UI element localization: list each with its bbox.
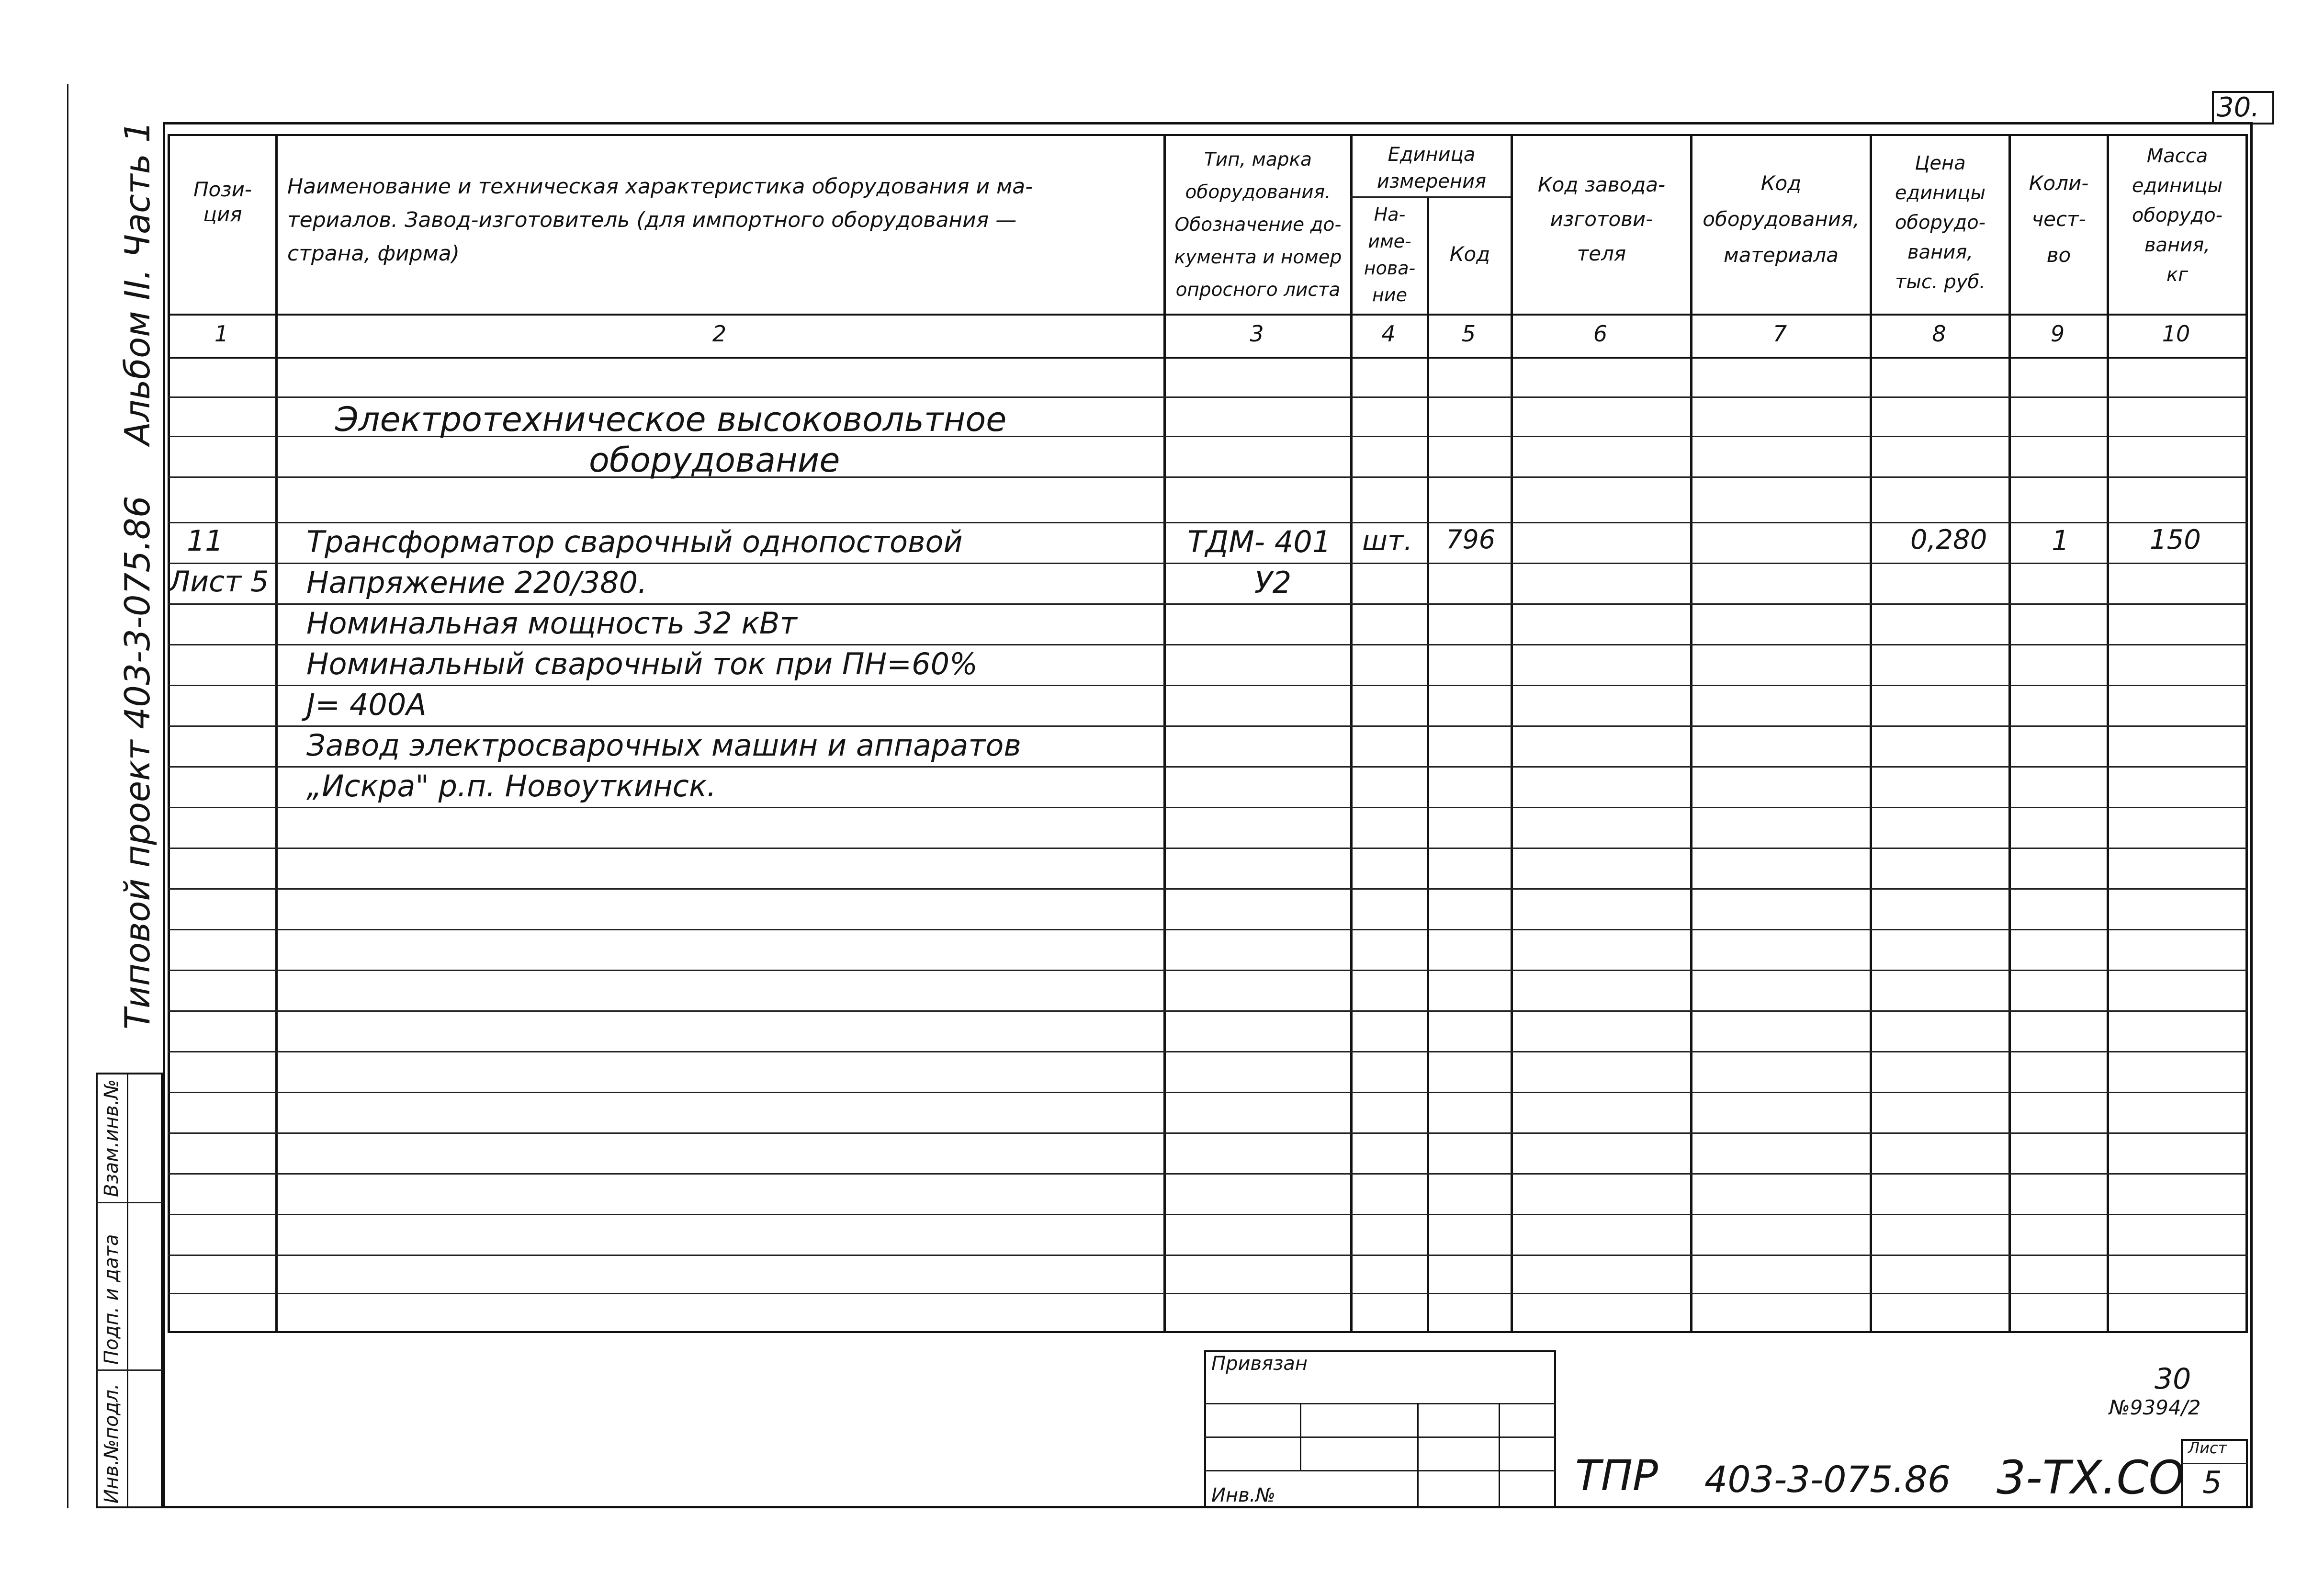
section-title-line2: оборудование xyxy=(589,441,840,480)
header-unit-name: На- име- нова- ние xyxy=(1364,204,1416,305)
numbers-bottom-line xyxy=(168,357,2248,359)
header-type: Тип, марка оборудования. Обозначение до- кумента и номер опросного листа xyxy=(1174,149,1342,301)
header-name: Наименование и техническая характеристика оборудования и ма- териалов. Завод-изготовитель (для импортного оборудования — страна, фирма) xyxy=(287,174,1033,266)
row-position: 11 xyxy=(187,524,224,558)
row-line xyxy=(168,685,2248,686)
stamp-row xyxy=(1204,1436,1556,1438)
column-number: 2 xyxy=(712,321,727,347)
privyazan-label: Привязан xyxy=(1211,1353,1308,1375)
stamp-section-code: 3-ТХ.СО xyxy=(1997,1451,2185,1504)
row-description: J= 400А xyxy=(306,687,427,722)
row-mass: 150 xyxy=(2150,524,2201,555)
header-position: Пози- ция xyxy=(193,178,252,226)
side-vzam-inv: Взам.инв.№ xyxy=(101,1079,123,1197)
col-line xyxy=(1427,196,1429,1331)
row-line xyxy=(168,766,2248,768)
stamp-col xyxy=(1417,1403,1419,1508)
row-description: Номинальная мощность 32 кВт xyxy=(306,606,797,641)
row-line xyxy=(168,396,2248,398)
row-line xyxy=(168,603,2248,605)
stamp-project-code: 403-3-075.86 xyxy=(1704,1458,1951,1501)
table-bottom-line xyxy=(168,1331,2248,1333)
row-line xyxy=(168,476,2248,478)
row-line xyxy=(168,1092,2248,1093)
row-line xyxy=(168,644,2248,645)
side-project-title: Типовой проект 403-3-075.86 xyxy=(117,496,158,1029)
side-podp-data: Подп. и дата xyxy=(101,1234,123,1365)
binding-line xyxy=(67,84,68,1508)
row-line xyxy=(168,522,2248,523)
header-unit-group: Единица измерения xyxy=(1376,144,1487,192)
row-line xyxy=(168,848,2248,849)
stamp-tpr: ТПР xyxy=(1575,1451,1658,1500)
row-line xyxy=(168,1214,2248,1215)
column-number: 5 xyxy=(1461,321,1476,347)
column-number: 9 xyxy=(2050,321,2065,347)
stamp-doc-number: №9394/2 xyxy=(2109,1396,2201,1419)
sheet-number-divider xyxy=(2181,1463,2248,1464)
header-unit-code: Код xyxy=(1449,242,1490,266)
stamp-page-number: 30 xyxy=(2155,1362,2191,1396)
row-description: Номинальный сварочный ток при ПН=60% xyxy=(306,646,978,681)
side-stamp-divider xyxy=(127,1073,128,1508)
row-line xyxy=(168,563,2248,564)
side-album-title: Альбом II. Часть 1 xyxy=(117,121,158,445)
sheet-value: 5 xyxy=(2202,1465,2222,1501)
row-line xyxy=(168,1010,2248,1012)
row-line xyxy=(168,929,2248,930)
sheet-label: Лист xyxy=(2188,1439,2227,1457)
row-type: У2 xyxy=(1254,565,1292,600)
row-line xyxy=(168,725,2248,727)
row-type: ТДМ- 401 xyxy=(1187,524,1331,559)
row-line xyxy=(168,1293,2248,1294)
stamp-col xyxy=(1499,1403,1500,1508)
row-line xyxy=(168,1051,2248,1052)
column-number: 6 xyxy=(1593,321,1608,347)
row-line xyxy=(168,888,2248,890)
header-bottom-line xyxy=(168,314,2248,316)
stamp-row xyxy=(1204,1470,1556,1471)
stamp-row xyxy=(1204,1403,1556,1404)
unit-subheader-line xyxy=(1350,196,1511,198)
row-description: Напряжение 220/380. xyxy=(306,565,647,600)
row-description: Завод электросварочных машин и аппаратов xyxy=(306,728,1021,763)
side-inv-podl: Инв.№подл. xyxy=(101,1383,123,1504)
header-price: Цена единицы оборудо- вания, тыс. руб. xyxy=(1895,152,1986,293)
row-line xyxy=(168,807,2248,808)
row-quantity: 1 xyxy=(2052,524,2069,557)
side-stamp-row xyxy=(96,1202,163,1203)
column-number: 3 xyxy=(1250,321,1264,347)
column-number: 8 xyxy=(1932,321,1946,347)
row-line xyxy=(168,970,2248,971)
header-quantity: Коли- чест- во xyxy=(2029,171,2089,267)
column-number: 1 xyxy=(214,321,229,347)
section-title-line1: Электротехническое высоковольтное xyxy=(335,400,1007,439)
column-number: 4 xyxy=(1381,321,1396,347)
row-description: Трансформатор сварочный однопостовой xyxy=(306,524,963,559)
stamp-col xyxy=(1300,1403,1301,1470)
table-top-line xyxy=(168,134,2248,136)
column-number: 10 xyxy=(2162,321,2190,347)
header-mass: Масса единицы оборудо- вания, кг xyxy=(2132,145,2223,286)
row-line xyxy=(168,1173,2248,1175)
side-stamp-row xyxy=(96,1369,163,1371)
row-line xyxy=(168,1132,2248,1134)
header-manufacturer-code: Код заводa- изготови- теля xyxy=(1537,173,1666,265)
inv-no-label: Инв.№ xyxy=(1211,1484,1275,1506)
row-unit: шт. xyxy=(1362,524,1413,557)
row-price: 0,280 xyxy=(1910,524,1987,555)
header-equipment-code: Код оборудования, материала xyxy=(1703,171,1860,267)
column-number: 7 xyxy=(1772,321,1787,347)
row-position: Лист 5 xyxy=(169,565,269,599)
row-description: „Искра" р.п. Новоуткинск. xyxy=(306,769,716,803)
row-line xyxy=(168,1255,2248,1256)
sheet-corner-number: 30. xyxy=(2217,92,2260,123)
row-unit-code: 796 xyxy=(1446,524,1496,554)
